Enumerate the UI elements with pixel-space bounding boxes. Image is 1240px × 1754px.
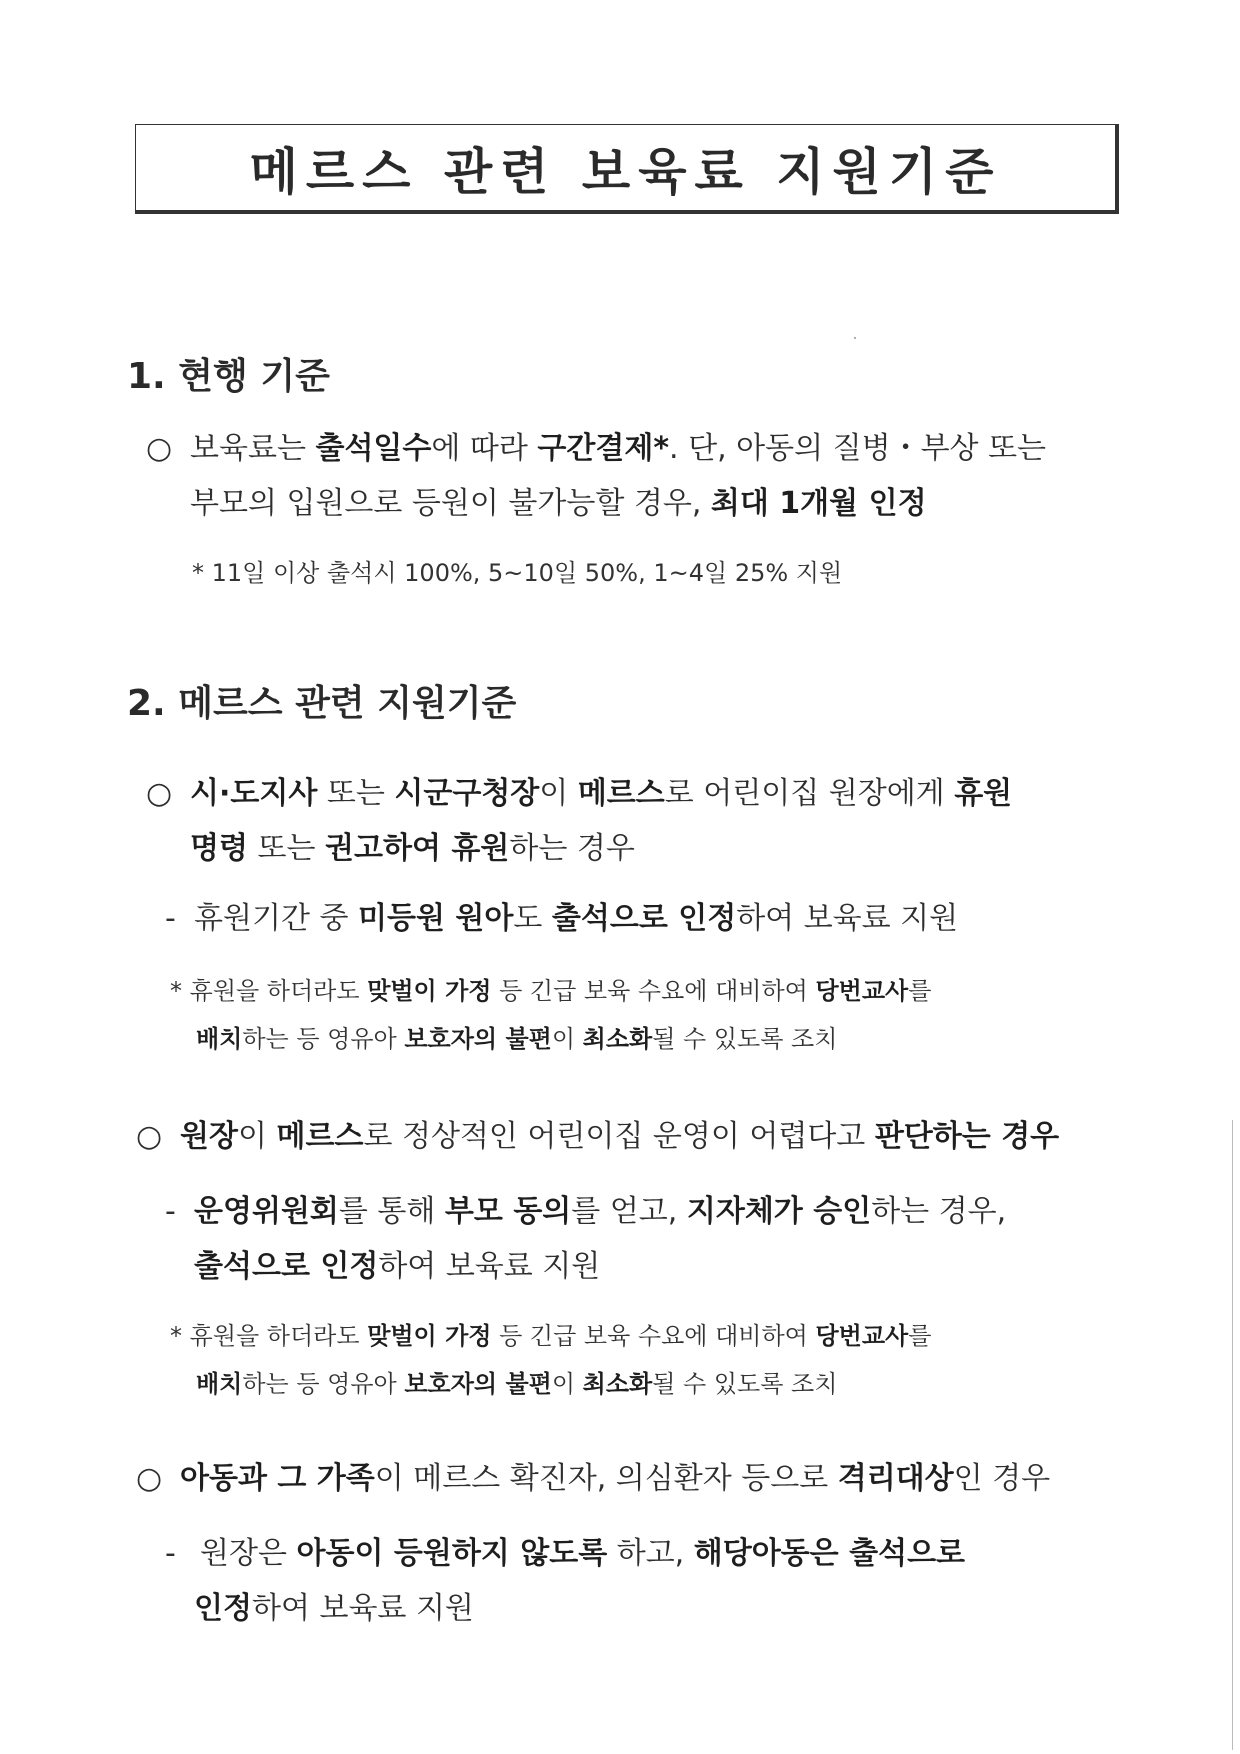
section-1-footnote: * 11일 이상 출석시 100%, 5~10일 50%, 1~4일 25% 지원 (192, 559, 843, 587)
emphasized-text: 당번교사 (815, 1322, 909, 1350)
emphasized-text: 해당아동은 출석으로 (693, 1536, 966, 1571)
emphasized-text: 최대 1개월 인정 (710, 486, 927, 521)
case-1-line-1 (190, 765, 1012, 823)
section-1-bullet-line-2 (190, 475, 927, 533)
text-run: 로 정상적인 어린이집 운영이 어렵다고 (363, 1119, 875, 1154)
text-run: 이 (551, 1025, 583, 1053)
case-2-sub-marker: - (165, 1194, 176, 1229)
text-run: * 휴원을 하더라도 (170, 977, 368, 1005)
text-run: 휴원기간 중 (194, 901, 358, 936)
text-run: 원장은 (200, 1536, 297, 1571)
emphasized-text: 보호자의 불편 (404, 1025, 552, 1053)
text-run: * 휴원을 하더라도 (170, 1322, 368, 1350)
text-run: 하는 경우 (509, 831, 635, 866)
case-2-sub-line-1 (194, 1183, 1006, 1241)
text-run: 이 메르스 확진자, 의심환자 등으로 (374, 1461, 838, 1496)
text-run: 하여 보육료 지원 (251, 1591, 474, 1626)
text-run: 될 수 있도록 조치 (652, 1025, 838, 1053)
case-2-note-line-1 (170, 1313, 931, 1359)
text-run: 등 긴급 보육 수요에 대비하여 (491, 977, 816, 1005)
text-run: 하고, (607, 1536, 694, 1571)
emphasized-text: 인정 (194, 1591, 252, 1626)
case-3-sub-marker: - (165, 1536, 176, 1571)
emphasized-text: 당번교사 (815, 977, 909, 1005)
text-run: 하는 등 영유아 (242, 1370, 405, 1398)
section-1-bullet-marker: ○ (146, 431, 173, 466)
emphasized-text: 아동과 그 가족 (180, 1461, 375, 1496)
emphasized-text: 배치 (196, 1025, 243, 1053)
emphasized-text: 맞벌이 가정 (367, 1322, 492, 1350)
emphasized-text: 판단하는 경우 (874, 1119, 1060, 1154)
scan-speck (854, 337, 856, 339)
case-2-marker: ○ (136, 1119, 163, 1154)
emphasized-text: 휴원 (954, 776, 1013, 811)
text-run: . 단, 아동의 질병・부상 또는 (669, 431, 1047, 466)
text-run: 부모의 입원으로 등원이 불가능할 경우, (190, 486, 711, 521)
text-run: 또는 (317, 776, 395, 811)
section-1-heading: 1. 현행 기준 (127, 356, 330, 397)
emphasized-text: 아동이 등원하지 않도록 (296, 1536, 608, 1571)
emphasized-text: 권고하여 휴원 (325, 831, 510, 866)
text-run: 하여 보육료 지원 (736, 901, 959, 936)
case-1-sub-line-1 (194, 890, 958, 948)
emphasized-text: 최소화 (582, 1025, 653, 1053)
text-run: 하여 보육료 지원 (378, 1249, 601, 1284)
case-2-line-1 (180, 1108, 1059, 1166)
case-3-line-1 (180, 1450, 1050, 1508)
emphasized-text: 운영위원회 (194, 1194, 339, 1229)
section-2-heading: 2. 메르스 관련 지원기준 (127, 683, 517, 724)
text-run: 를 (908, 1322, 932, 1350)
emphasized-text: 원장 (180, 1119, 238, 1154)
case-3-marker: ○ (136, 1461, 163, 1496)
scan-edge-line (1232, 1120, 1233, 1750)
text-run: 보육료는 (190, 431, 316, 466)
case-1-note-line-2 (196, 1016, 837, 1062)
case-1-note-line-1 (170, 968, 931, 1014)
emphasized-text: 맞벌이 가정 (367, 977, 492, 1005)
text-run: 도 (513, 901, 552, 936)
text-run: 하는 등 영유아 (242, 1025, 405, 1053)
emphasized-text: 메르스 (276, 1119, 364, 1154)
text-run: 될 수 있도록 조치 (652, 1370, 838, 1398)
case-2-note-line-2 (196, 1361, 837, 1407)
text-run: 를 통해 (338, 1194, 445, 1229)
case-2-sub-line-2 (194, 1238, 600, 1296)
emphasized-text: 보호자의 불편 (404, 1370, 552, 1398)
text-run: 등 긴급 보육 수요에 대비하여 (491, 1322, 816, 1350)
case-3-sub-line-1 (200, 1525, 965, 1583)
text-run: 이 (551, 1370, 583, 1398)
text-run: 인 경우 (953, 1461, 1051, 1496)
emphasized-text: 출석으로 인정 (551, 901, 737, 936)
emphasized-text: 배치 (196, 1370, 243, 1398)
case-1-marker: ○ (146, 776, 173, 811)
emphasized-text: 출석으로 인정 (194, 1249, 379, 1284)
emphasized-text: 명령 (190, 831, 248, 866)
text-run: 를 얻고, (571, 1194, 687, 1229)
emphasized-text: 시군구청장 (394, 776, 540, 811)
text-run: 또는 (247, 831, 326, 866)
emphasized-text: 시·도지사 (190, 776, 318, 811)
case-1-line-2 (190, 820, 635, 878)
emphasized-text: 미등원 원아 (357, 901, 514, 936)
text-run: 에 따라 (431, 431, 538, 466)
text-run: 를 (908, 977, 932, 1005)
emphasized-text: 출석일수 (315, 431, 432, 466)
title-box (135, 124, 1119, 214)
emphasized-text: 격리대상 (837, 1461, 954, 1496)
text-run: 하는 경우, (871, 1194, 1007, 1229)
case-1-sub-marker: - (165, 901, 176, 936)
document-title: 메르스 관련 보육료 지원기준 (249, 142, 1002, 201)
emphasized-text: 지자체가 승인 (686, 1194, 872, 1229)
section-1-bullet-line-1 (190, 420, 1046, 478)
text-run: 이 (237, 1119, 277, 1154)
emphasized-text: 메르스 (577, 776, 665, 811)
text-run: 이 (539, 776, 578, 811)
emphasized-text: 구간결제* (537, 431, 670, 466)
emphasized-text: 최소화 (582, 1370, 653, 1398)
emphasized-text: 부모 동의 (444, 1194, 572, 1229)
text-run: 로 어린이집 원장에게 (664, 776, 955, 811)
case-3-sub-line-2 (194, 1580, 474, 1638)
